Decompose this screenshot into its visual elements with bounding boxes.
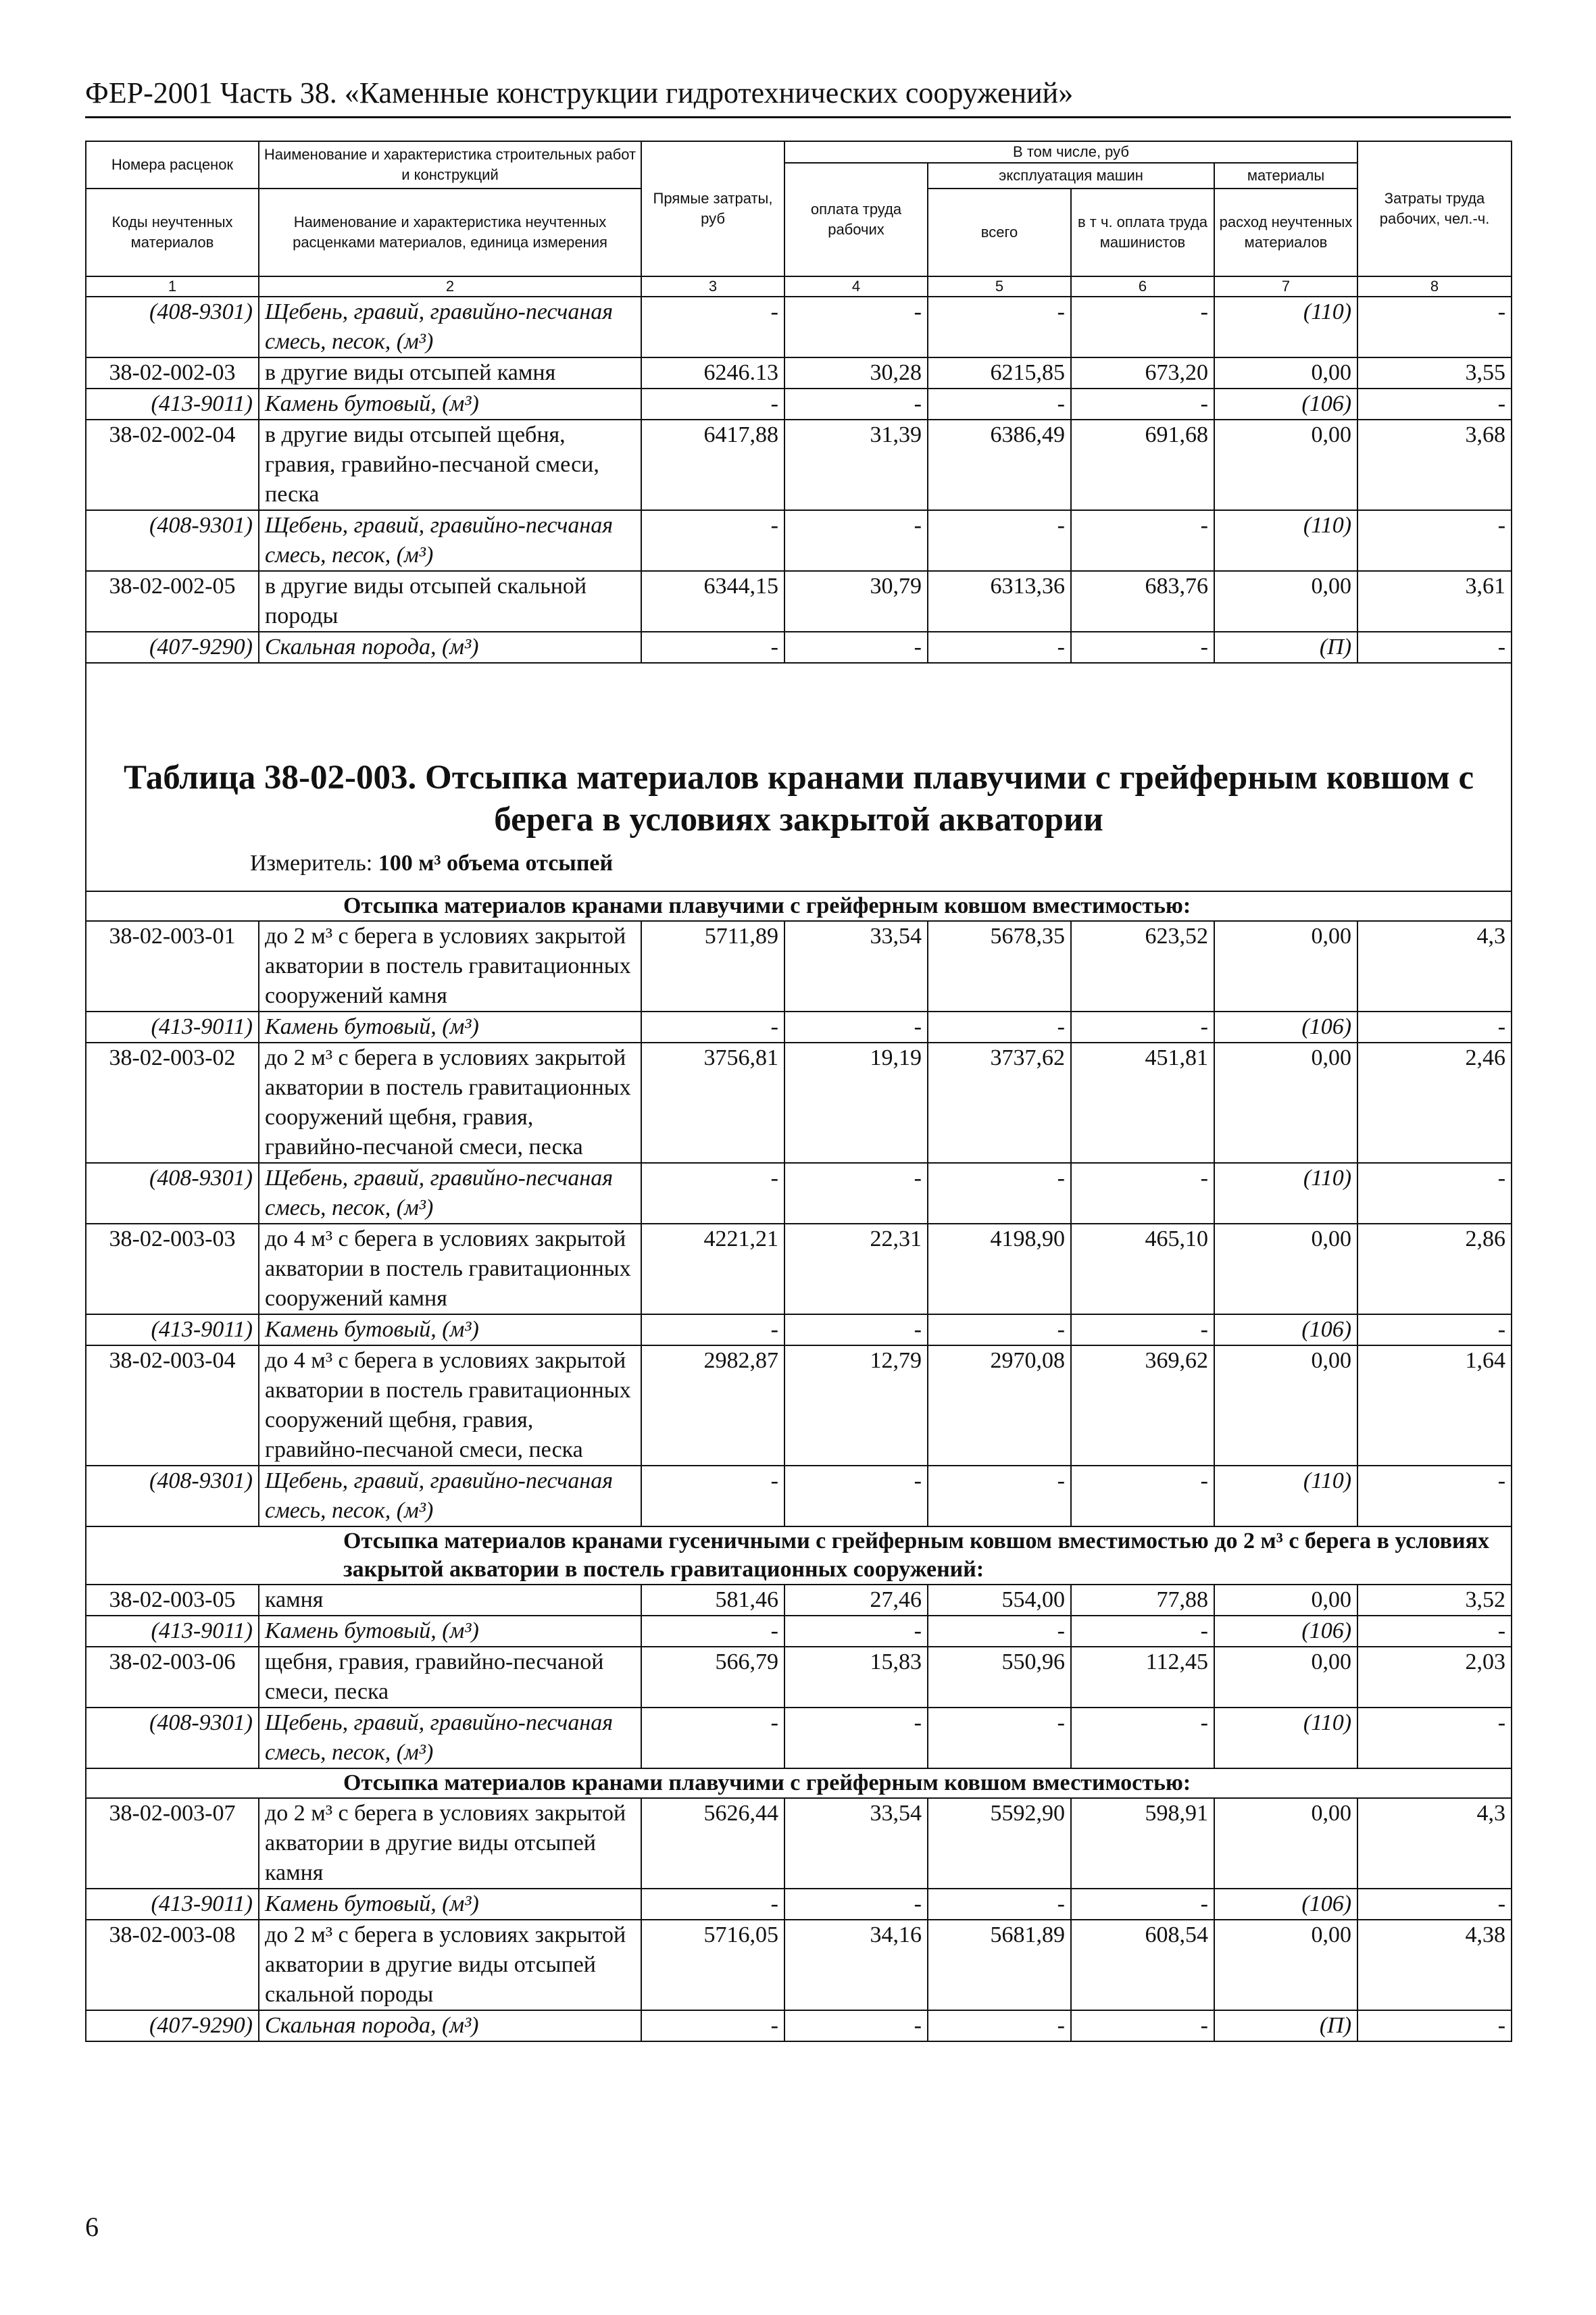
machinists-pay: - <box>1071 297 1214 357</box>
rate-code: 38-02-003-08 <box>86 1920 259 2010</box>
machines-total: 554,00 <box>928 1585 1071 1616</box>
col-unaccounted-use: расход неучтенных материалов <box>1214 189 1357 276</box>
machinists-pay: 683,76 <box>1071 571 1214 632</box>
materials-use: 0,00 <box>1214 420 1357 510</box>
machines-total: - <box>928 1889 1071 1920</box>
rate-code: 38-02-003-05 <box>86 1585 259 1616</box>
col-rate-numbers: Номера расценок <box>86 141 259 189</box>
title-rule <box>85 116 1511 118</box>
machinists-pay: - <box>1071 1163 1214 1224</box>
materials-use: (П) <box>1214 2010 1357 2041</box>
rate-code: 38-02-002-05 <box>86 571 259 632</box>
machinists-pay: - <box>1071 389 1214 420</box>
material-row <box>86 510 1512 571</box>
machinists-pay: 112,45 <box>1071 1647 1214 1708</box>
rate-row <box>86 1345 1512 1466</box>
workers-pay: - <box>784 632 928 663</box>
col-workers-pay: оплата труда рабочих <box>784 163 928 276</box>
direct-costs: 5716,05 <box>641 1920 784 2010</box>
work-name: в другие виды отсыпей скальной породы <box>259 571 641 632</box>
labor-costs: - <box>1357 632 1512 663</box>
work-name: до 2 м³ с берега в условиях закрытой акватории в постель гравитационных сооружений щебня, гравия, гравийно-песчаной смеси, песка <box>259 1043 641 1163</box>
labor-costs: - <box>1357 1616 1512 1647</box>
workers-pay: 22,31 <box>784 1224 928 1314</box>
document-title: ФЕР-2001 Часть 38. «Каменные конструкции гидротехнических сооружений» <box>85 76 1074 109</box>
col-direct-costs: Прямые затраты, руб <box>641 141 784 276</box>
direct-costs: 2982,87 <box>641 1345 784 1466</box>
col-number-2: 2 <box>259 276 641 297</box>
work-name: Камень бутовый, (м³) <box>259 1012 641 1043</box>
workers-pay: - <box>784 2010 928 2041</box>
workers-pay: - <box>784 1163 928 1224</box>
machines-total: - <box>928 1163 1071 1224</box>
labor-costs: 3,55 <box>1357 357 1512 389</box>
rate-code: 38-02-003-01 <box>86 921 259 1012</box>
machines-total: - <box>928 1012 1071 1043</box>
direct-costs: 3756,81 <box>641 1043 784 1163</box>
materials-use: 0,00 <box>1214 1920 1357 2010</box>
machinists-pay: 691,68 <box>1071 420 1214 510</box>
workers-pay: 15,83 <box>784 1647 928 1708</box>
section-title: Отсыпка материалов кранами плавучими с грейферным ковшом вместимостью: <box>86 1768 1512 1798</box>
rate-code: (408-9301) <box>86 510 259 571</box>
direct-costs: 581,46 <box>641 1585 784 1616</box>
workers-pay: 27,46 <box>784 1585 928 1616</box>
workers-pay: - <box>784 1012 928 1043</box>
material-row <box>86 1708 1512 1768</box>
machines-total: - <box>928 389 1071 420</box>
rates-table <box>85 141 1512 2042</box>
work-name: до 4 м³ с берега в условиях закрытой акватории в постель гравитационных сооружений камня <box>259 1224 641 1314</box>
machines-total: - <box>928 632 1071 663</box>
direct-costs: 5626,44 <box>641 1798 784 1889</box>
work-name: Щебень, гравий, гравийно-песчаная смесь, песок, (м³) <box>259 1163 641 1224</box>
work-name: Щебень, гравий, гравийно-песчаная смесь, песок, (м³) <box>259 297 641 357</box>
direct-costs: 6417,88 <box>641 420 784 510</box>
rate-row <box>86 357 1512 389</box>
machinists-pay: 623,52 <box>1071 921 1214 1012</box>
work-name: Камень бутовый, (м³) <box>259 389 641 420</box>
labor-costs: - <box>1357 2010 1512 2041</box>
work-name: камня <box>259 1585 641 1616</box>
work-name: Щебень, гравий, гравийно-песчаная смесь, песок, (м³) <box>259 1466 641 1526</box>
direct-costs: 5711,89 <box>641 921 784 1012</box>
materials-use: 0,00 <box>1214 1585 1357 1616</box>
direct-costs: - <box>641 1163 784 1224</box>
machinists-pay: - <box>1071 1889 1214 1920</box>
col-number-7: 7 <box>1214 276 1357 297</box>
direct-costs: - <box>641 1708 784 1768</box>
machines-total: 5592,90 <box>928 1798 1071 1889</box>
section-title: Отсыпка материалов кранами плавучими с грейферным ковшом вместимостью: <box>86 891 1512 921</box>
direct-costs: - <box>641 1012 784 1043</box>
rate-row <box>86 1224 1512 1314</box>
work-name: до 4 м³ с берега в условиях закрытой акватории в постель гравитационных сооружений щебня, гравия, гравийно-песчаной смеси, песка <box>259 1345 641 1466</box>
machinists-pay: - <box>1071 1466 1214 1526</box>
workers-pay: 19,19 <box>784 1043 928 1163</box>
rate-code: (407-9290) <box>86 2010 259 2041</box>
rate-row <box>86 1647 1512 1708</box>
page-number: 6 <box>85 2212 99 2242</box>
materials-use: (106) <box>1214 1314 1357 1345</box>
machines-total: - <box>928 1616 1071 1647</box>
labor-costs: - <box>1357 1708 1512 1768</box>
materials-use: 0,00 <box>1214 1345 1357 1466</box>
col-incl-rub: В том числе, руб <box>784 141 1357 163</box>
work-name: Камень бутовый, (м³) <box>259 1314 641 1345</box>
materials-use: 0,00 <box>1214 1224 1357 1314</box>
rate-row <box>86 1920 1512 2010</box>
direct-costs: - <box>641 510 784 571</box>
machinists-pay: 673,20 <box>1071 357 1214 389</box>
machinists-pay: - <box>1071 632 1214 663</box>
labor-costs: 3,52 <box>1357 1585 1512 1616</box>
material-row <box>86 632 1512 663</box>
col-work-name: Наименование и характеристика строительных работ и конструкций <box>259 141 641 189</box>
labor-costs: - <box>1357 297 1512 357</box>
machines-total: 6386,49 <box>928 420 1071 510</box>
machines-total: 6215,85 <box>928 357 1071 389</box>
material-row <box>86 297 1512 357</box>
material-row <box>86 1314 1512 1345</box>
workers-pay: 34,16 <box>784 1920 928 2010</box>
col-incl-machinists: в т ч. оплата труда машинистов <box>1071 189 1214 276</box>
machines-total: - <box>928 297 1071 357</box>
work-name: до 2 м³ с берега в условиях закрытой акватории в другие виды отсыпей камня <box>259 1798 641 1889</box>
work-name: Камень бутовый, (м³) <box>259 1889 641 1920</box>
header-row-1 <box>86 141 1512 163</box>
materials-use: (П) <box>1214 632 1357 663</box>
col-number-1: 1 <box>86 276 259 297</box>
machines-total: 2970,08 <box>928 1345 1071 1466</box>
rate-code: 38-02-003-07 <box>86 1798 259 1889</box>
workers-pay: - <box>784 389 928 420</box>
table-title-cell <box>86 663 1512 891</box>
material-row <box>86 1466 1512 1526</box>
workers-pay: - <box>784 297 928 357</box>
labor-costs: - <box>1357 1163 1512 1224</box>
materials-use: (110) <box>1214 1466 1357 1526</box>
work-name: Щебень, гравий, гравийно-песчаная смесь, песок, (м³) <box>259 1708 641 1768</box>
labor-costs: 3,68 <box>1357 420 1512 510</box>
col-number-6: 6 <box>1071 276 1214 297</box>
work-name: Скальная порода, (м³) <box>259 2010 641 2041</box>
machinists-pay: 451,81 <box>1071 1043 1214 1163</box>
direct-costs: - <box>641 2010 784 2041</box>
labor-costs: - <box>1357 1466 1512 1526</box>
work-name: до 2 м³ с берега в условиях закрытой акватории в другие виды отсыпей скальной породы <box>259 1920 641 2010</box>
labor-costs: 2,86 <box>1357 1224 1512 1314</box>
col-machines: эксплуатация машин <box>928 163 1214 189</box>
machinists-pay: 465,10 <box>1071 1224 1214 1314</box>
rate-code: (408-9301) <box>86 297 259 357</box>
machines-total: 550,96 <box>928 1647 1071 1708</box>
materials-use: (106) <box>1214 1012 1357 1043</box>
direct-costs: - <box>641 1314 784 1345</box>
machinists-pay: 369,62 <box>1071 1345 1214 1466</box>
table-body <box>86 141 1512 2041</box>
machines-total: - <box>928 510 1071 571</box>
rate-code: 38-02-002-04 <box>86 420 259 510</box>
rate-row <box>86 420 1512 510</box>
rate-code: (408-9301) <box>86 1466 259 1526</box>
col-labor-costs: Затраты труда рабочих, чел.-ч. <box>1357 141 1512 276</box>
materials-use: (110) <box>1214 297 1357 357</box>
work-name: до 2 м³ с берега в условиях закрытой акватории в постель гравитационных сооружений камня <box>259 921 641 1012</box>
col-number-3: 3 <box>641 276 784 297</box>
workers-pay: 33,54 <box>784 921 928 1012</box>
material-row <box>86 1616 1512 1647</box>
materials-use: (110) <box>1214 1163 1357 1224</box>
material-row <box>86 1163 1512 1224</box>
machines-total: 4198,90 <box>928 1224 1071 1314</box>
rate-code: (408-9301) <box>86 1708 259 1768</box>
work-name: Скальная порода, (м³) <box>259 632 641 663</box>
direct-costs: - <box>641 632 784 663</box>
direct-costs: - <box>641 389 784 420</box>
materials-use: (106) <box>1214 1616 1357 1647</box>
rate-code: 38-02-003-02 <box>86 1043 259 1163</box>
rate-code: (413-9011) <box>86 389 259 420</box>
direct-costs: 4221,21 <box>641 1224 784 1314</box>
measure-label: Измеритель: <box>250 851 373 876</box>
workers-pay: 33,54 <box>784 1798 928 1889</box>
machinists-pay: 598,91 <box>1071 1798 1214 1889</box>
materials-use: (106) <box>1214 389 1357 420</box>
workers-pay: 12,79 <box>784 1345 928 1466</box>
rate-row <box>86 571 1512 632</box>
rate-row <box>86 1043 1512 1163</box>
machines-total: - <box>928 1314 1071 1345</box>
direct-costs: 6246.13 <box>641 357 784 389</box>
machines-total: - <box>928 2010 1071 2041</box>
work-name: в другие виды отсыпей камня <box>259 357 641 389</box>
machinists-pay: - <box>1071 510 1214 571</box>
rate-code: (408-9301) <box>86 1163 259 1224</box>
workers-pay: - <box>784 1466 928 1526</box>
materials-use: 0,00 <box>1214 1647 1357 1708</box>
direct-costs: 6344,15 <box>641 571 784 632</box>
direct-costs: - <box>641 1616 784 1647</box>
measure-line <box>86 841 1511 891</box>
material-row <box>86 389 1512 420</box>
labor-costs: 4,3 <box>1357 1798 1512 1889</box>
work-name: в другие виды отсыпей щебня, гравия, гравийно-песчаной смеси, песка <box>259 420 641 510</box>
labor-costs: - <box>1357 1314 1512 1345</box>
labor-costs: - <box>1357 510 1512 571</box>
labor-costs: 2,03 <box>1357 1647 1512 1708</box>
machines-total: 6313,36 <box>928 571 1071 632</box>
materials-use: (106) <box>1214 1889 1357 1920</box>
labor-costs: 2,46 <box>1357 1043 1512 1163</box>
machines-total: 3737,62 <box>928 1043 1071 1163</box>
column-number-row <box>86 276 1512 297</box>
work-name: Щебень, гравий, гравийно-песчаная смесь, песок, (м³) <box>259 510 641 571</box>
materials-use: 0,00 <box>1214 1043 1357 1163</box>
material-row <box>86 1889 1512 1920</box>
rate-row <box>86 921 1512 1012</box>
workers-pay: 30,79 <box>784 571 928 632</box>
material-row <box>86 1012 1512 1043</box>
section-row <box>86 1526 1512 1585</box>
rate-code: (407-9290) <box>86 632 259 663</box>
direct-costs: 566,79 <box>641 1647 784 1708</box>
measure-value: 100 м³ объема отсыпей <box>378 851 614 876</box>
materials-use: 0,00 <box>1214 1798 1357 1889</box>
workers-pay: - <box>784 1889 928 1920</box>
workers-pay: 30,28 <box>784 357 928 389</box>
machines-total: - <box>928 1708 1071 1768</box>
labor-costs: 4,38 <box>1357 1920 1512 2010</box>
machines-total: 5681,89 <box>928 1920 1071 2010</box>
rate-code: (413-9011) <box>86 1889 259 1920</box>
rate-row <box>86 1585 1512 1616</box>
rate-code: 38-02-003-04 <box>86 1345 259 1466</box>
work-name: Камень бутовый, (м³) <box>259 1616 641 1647</box>
machinists-pay: - <box>1071 1012 1214 1043</box>
rate-code: 38-02-003-03 <box>86 1224 259 1314</box>
workers-pay: - <box>784 1616 928 1647</box>
section-title: Отсыпка материалов кранами гусеничными с грейферным ковшом вместимостью до 2 м³ с берега в условиях закрытой акватории в постель гравитационных сооружений: <box>86 1526 1512 1585</box>
materials-use: 0,00 <box>1214 571 1357 632</box>
section-row <box>86 891 1512 921</box>
work-name: щебня, гравия, гравийно-песчаной смеси, песка <box>259 1647 641 1708</box>
material-row <box>86 2010 1512 2041</box>
table-title-line1: Таблица 38-02-003. Отсыпка материалов кранами плавучими с грейферным ковшом с <box>123 759 1474 797</box>
materials-use: 0,00 <box>1214 921 1357 1012</box>
col-codes: Коды неучтенных материалов <box>86 189 259 276</box>
machinists-pay: 77,88 <box>1071 1585 1214 1616</box>
col-unaccounted-name: Наименование и характеристика неучтенных расценками материалов, единица измерения <box>259 189 641 276</box>
rate-code: 38-02-003-06 <box>86 1647 259 1708</box>
workers-pay: - <box>784 1314 928 1345</box>
rate-row <box>86 1798 1512 1889</box>
rate-code: (413-9011) <box>86 1616 259 1647</box>
labor-costs: 1,64 <box>1357 1345 1512 1466</box>
direct-costs: - <box>641 1466 784 1526</box>
machines-total: - <box>928 1466 1071 1526</box>
materials-use: (110) <box>1214 510 1357 571</box>
machinists-pay: - <box>1071 1616 1214 1647</box>
workers-pay: - <box>784 1708 928 1768</box>
rate-code: (413-9011) <box>86 1012 259 1043</box>
col-number-4: 4 <box>784 276 928 297</box>
col-materials: материалы <box>1214 163 1357 189</box>
machinists-pay: - <box>1071 1314 1214 1345</box>
workers-pay: - <box>784 510 928 571</box>
labor-costs: - <box>1357 1889 1512 1920</box>
workers-pay: 31,39 <box>784 420 928 510</box>
table-title-row <box>86 663 1512 891</box>
machines-total: 5678,35 <box>928 921 1071 1012</box>
labor-costs: - <box>1357 1012 1512 1043</box>
materials-use: 0,00 <box>1214 357 1357 389</box>
direct-costs: - <box>641 1889 784 1920</box>
machinists-pay: - <box>1071 2010 1214 2041</box>
col-total: всего <box>928 189 1071 276</box>
machinists-pay: - <box>1071 1708 1214 1768</box>
col-number-5: 5 <box>928 276 1071 297</box>
rate-code: (413-9011) <box>86 1314 259 1345</box>
materials-use: (110) <box>1214 1708 1357 1768</box>
labor-costs: 3,61 <box>1357 571 1512 632</box>
section-row <box>86 1768 1512 1798</box>
table-title-line2: берега в условиях закрытой акватории <box>494 801 1103 839</box>
rate-code: 38-02-002-03 <box>86 357 259 389</box>
machinists-pay: 608,54 <box>1071 1920 1214 2010</box>
direct-costs: - <box>641 297 784 357</box>
col-number-8: 8 <box>1357 276 1512 297</box>
labor-costs: - <box>1357 389 1512 420</box>
labor-costs: 4,3 <box>1357 921 1512 1012</box>
